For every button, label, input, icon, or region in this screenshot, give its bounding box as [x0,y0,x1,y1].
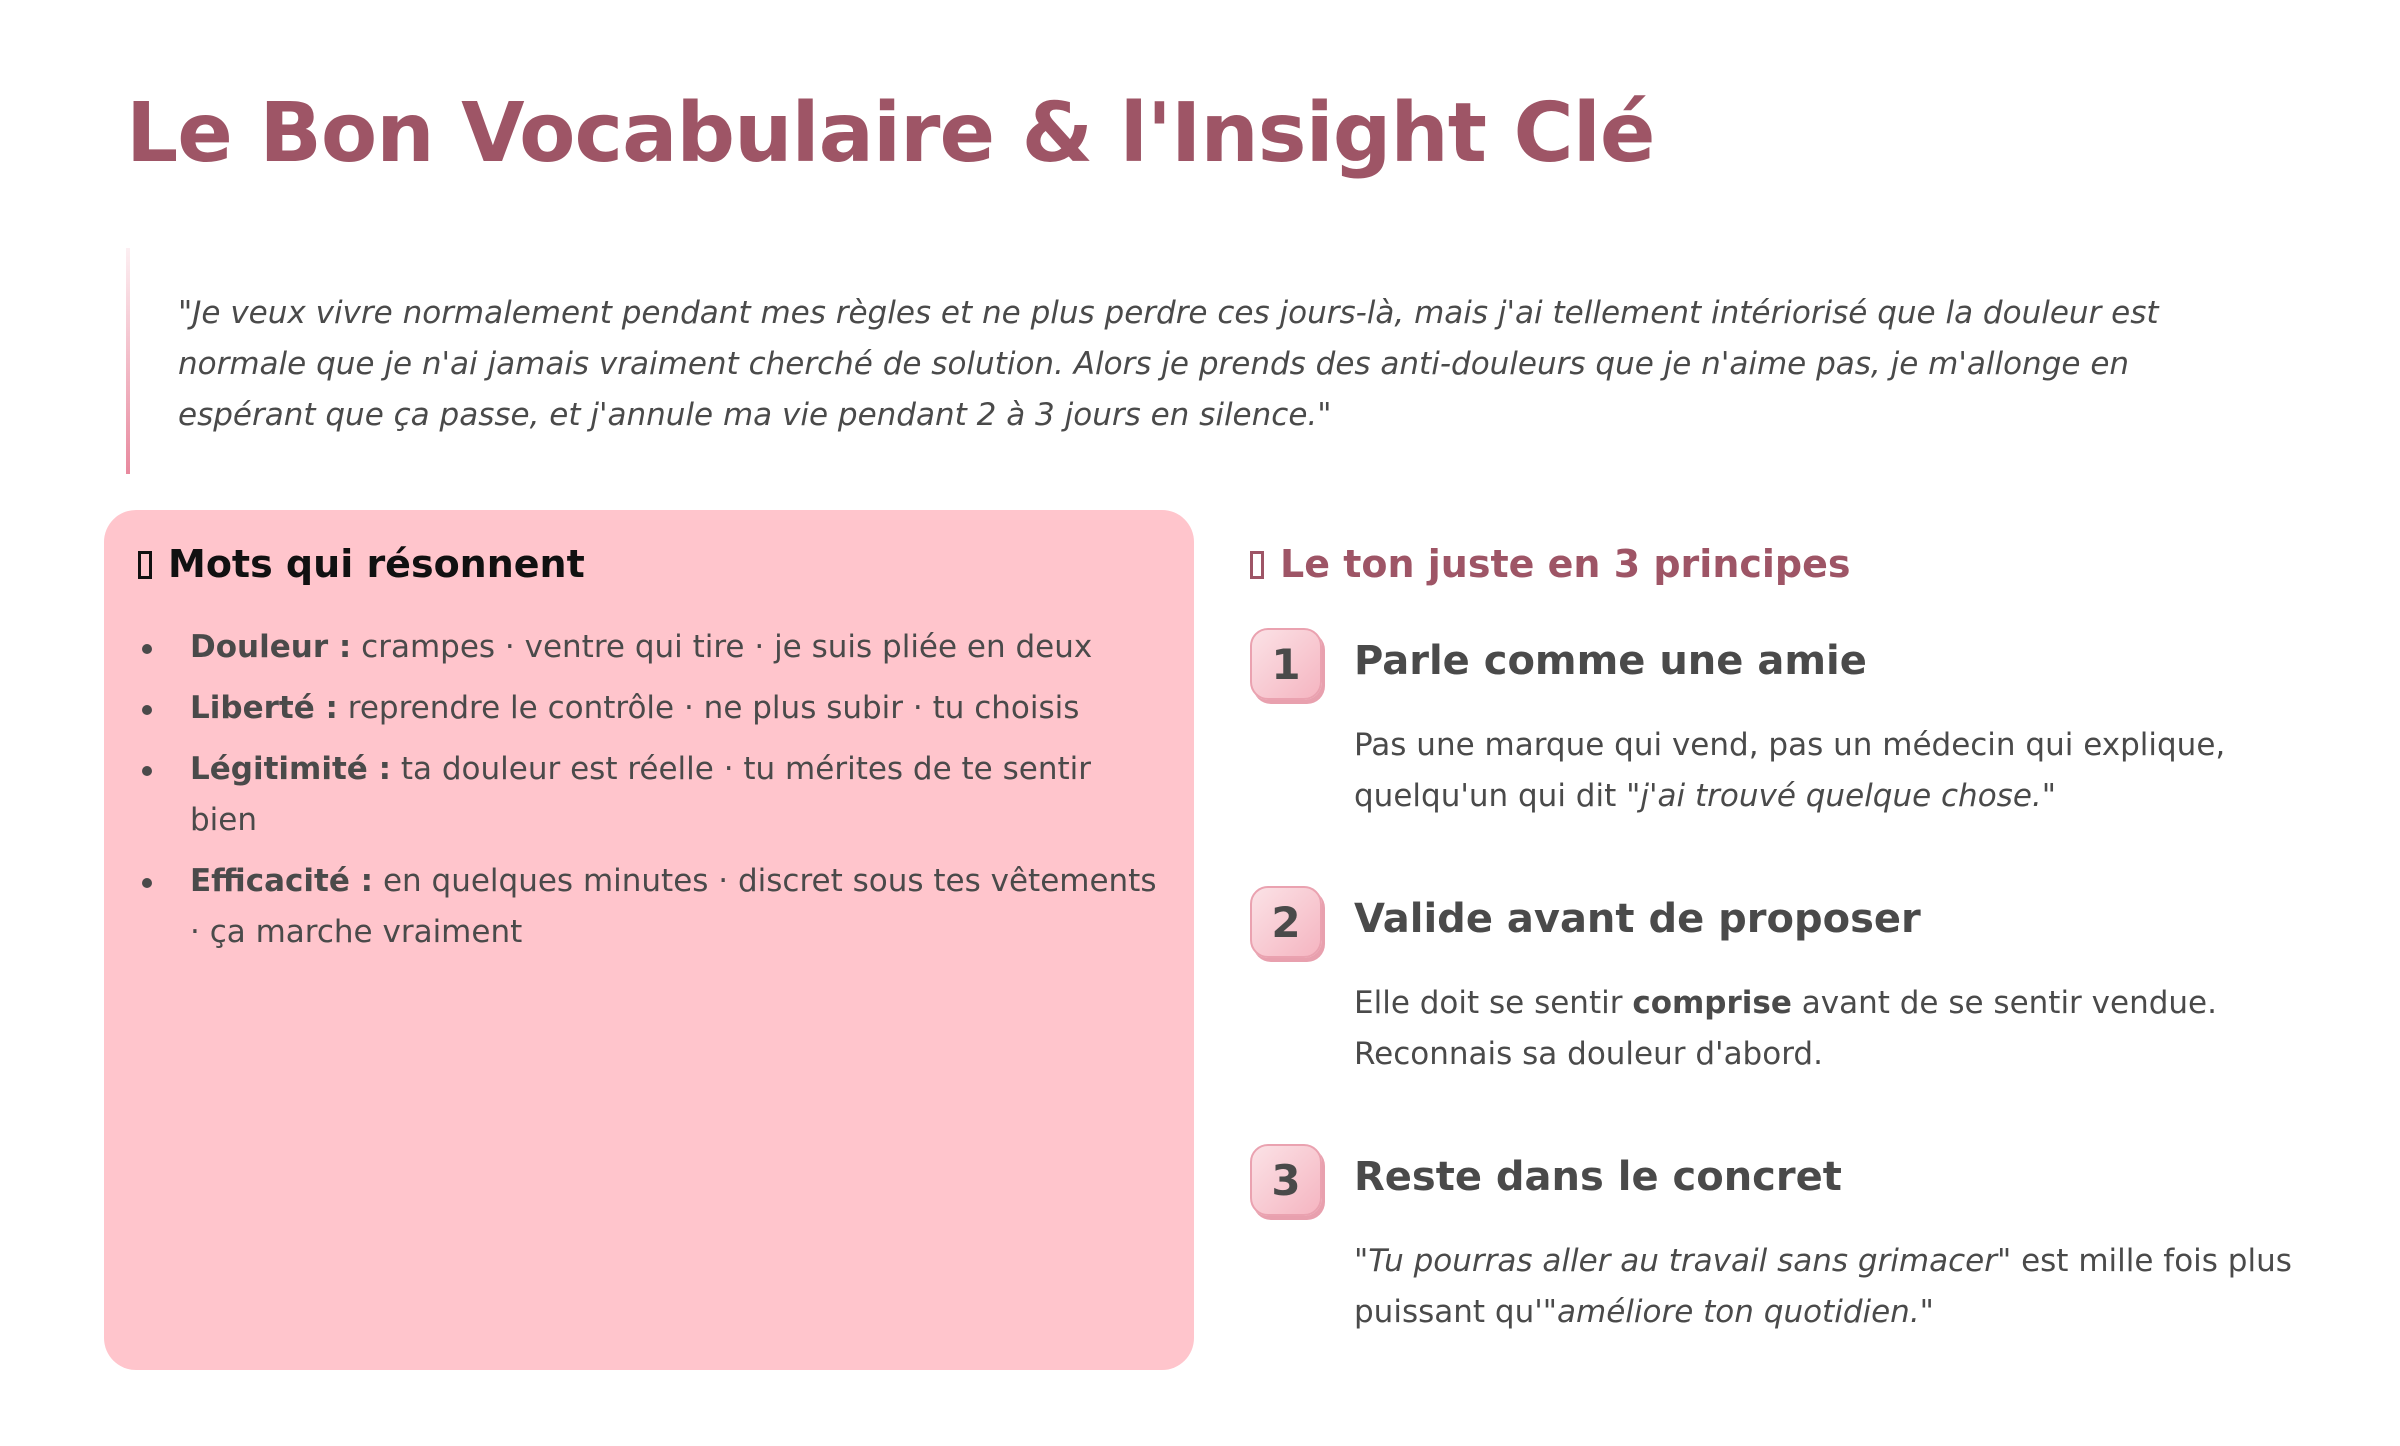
list-item [138,683,1158,734]
list-item [138,622,1158,673]
list-item [138,744,1158,846]
words-card-heading-text: Mots qui résonnent [168,542,585,586]
principles-heading [1250,542,1851,586]
principle-description: Pas une marque qui vend, pas un médecin qui explique, quelqu'un qui dit "j'ai trouvé quelque chose." [1354,727,2226,814]
word-examples: reprendre le contrôle · ne plus subir · tu choisis [347,690,1080,726]
words-card-heading [138,542,585,586]
quoted-phrase: "j'ai trouvé quelque chose." [1626,778,2057,814]
insight-quote-text: "Je veux vivre normalement pendant mes règles et ne plus perdre ces jours-là, mais j'ai tellement intériorisé que la douleur est normale que je n'ai jamais vraiment cherché de solution. Alors je prends des anti-douleurs que je n'aime pas, je m'allonge en espérant que ça passe, et j'annule ma vie pendant 2 à 3 jours en silence." [178,295,2159,433]
word-examples: ta douleur est réelle · tu mérites de te sentir bien [190,751,1091,838]
word-term: Douleur : [190,629,352,665]
missing-glyph-icon [1250,551,1264,579]
number-badge: 3 [1250,1144,1322,1216]
principle-title: Parle comme une amie [1354,638,1867,684]
words-list [138,622,1158,968]
principle-description: Elle doit se sentir comprise avant de se sentir vendue. Reconnais sa douleur d'abord. [1354,985,2217,1072]
quoted-phrase: "améliore ton quotidien." [1542,1294,1934,1330]
word-term: Légitimité : [190,751,392,787]
emphasis-word: comprise [1632,985,1792,1021]
word-examples: en quelques minutes · discret sous tes vêtements · ça marche vraiment [190,863,1157,950]
principle-title: Valide avant de proposer [1354,896,1921,942]
page-title: Le Bon Vocabulaire & l'Insight Clé [126,86,1655,181]
number-badge: 2 [1250,886,1322,958]
principles-heading-text: Le ton juste en 3 principes [1280,542,1851,586]
principle-description: "Tu pourras aller au travail sans grimacer" est mille fois plus puissant qu'"améliore ton quotidien." [1354,1243,2292,1330]
word-examples: crampes · ventre qui tire · je suis pliée en deux [361,629,1093,665]
bullet-icon [142,705,152,715]
principle-title: Reste dans le concret [1354,1154,1842,1200]
bullet-icon [142,644,152,654]
word-term: Efficacité : [190,863,374,899]
words-card [104,510,1194,1370]
word-term: Liberté : [190,690,338,726]
bullet-icon [142,766,152,776]
missing-glyph-icon [138,551,152,579]
list-item [138,856,1158,958]
quoted-phrase: "Tu pourras aller au travail sans grimacer" [1354,1243,2012,1279]
bullet-icon [142,878,152,888]
number-badge: 1 [1250,628,1322,700]
insight-quote [126,248,2286,474]
